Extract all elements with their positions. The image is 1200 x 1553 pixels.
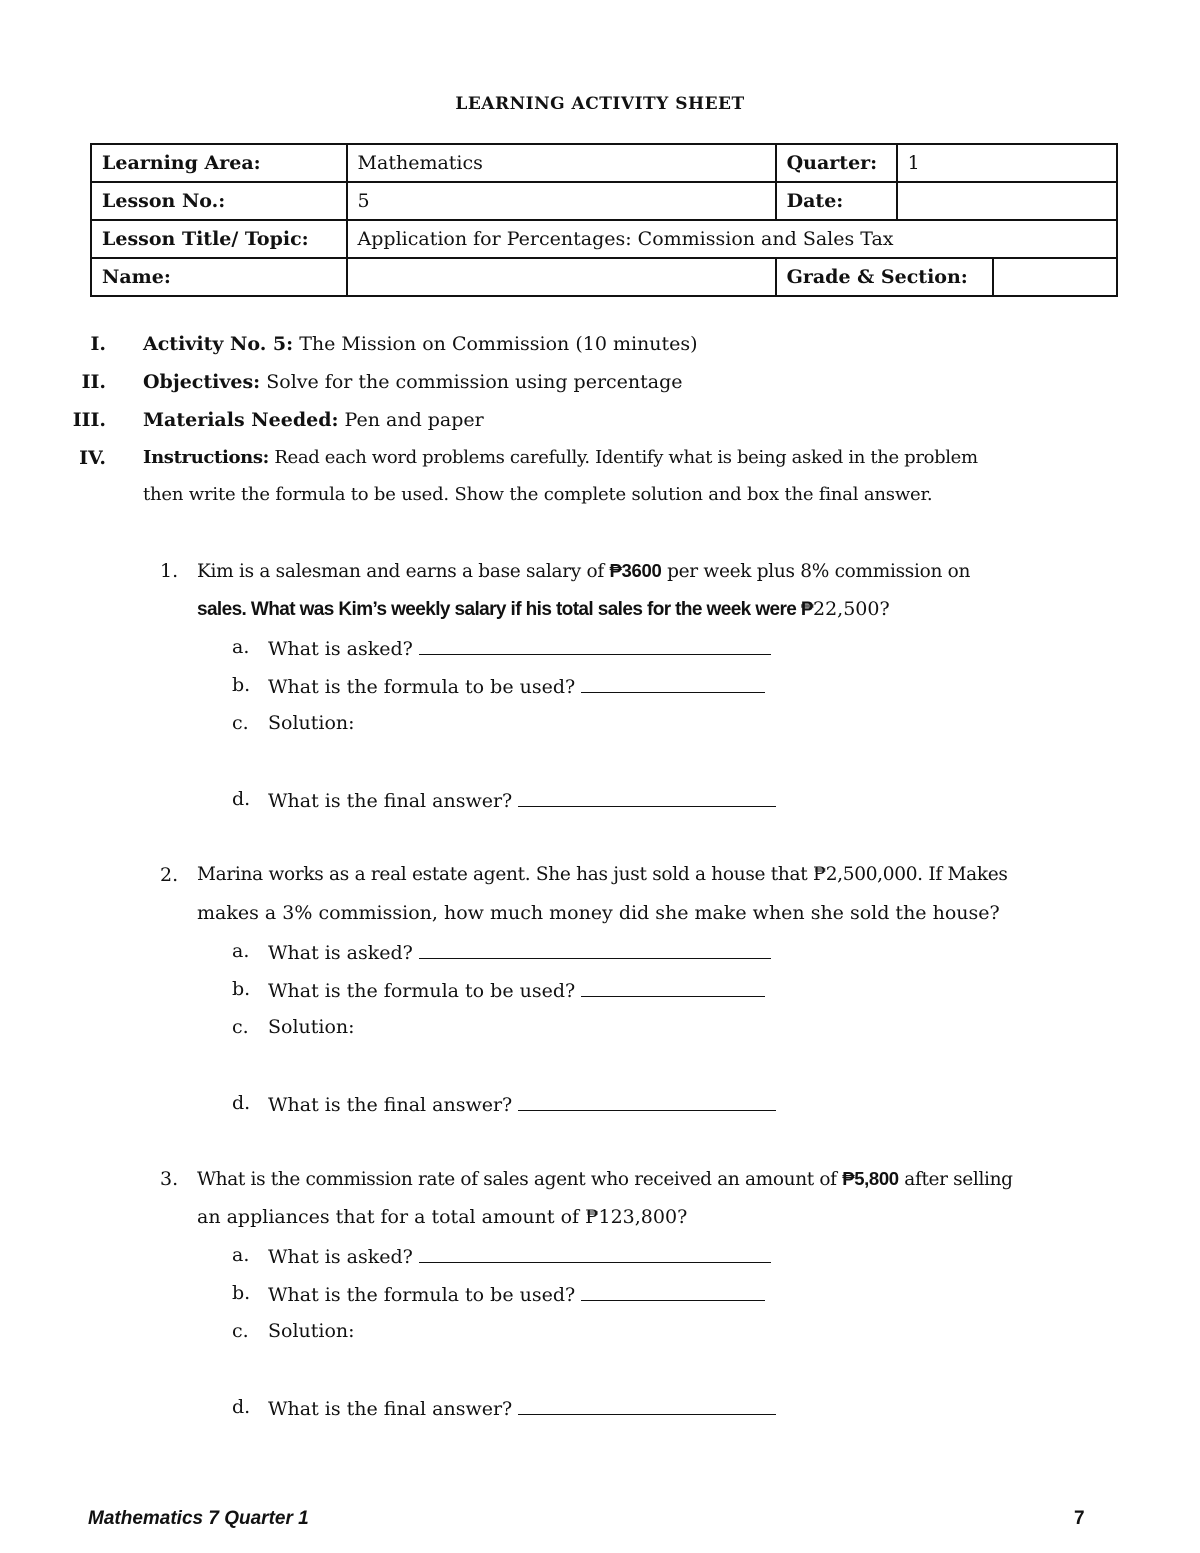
lesson-no-label: Lesson No.: [91, 182, 347, 220]
section-number: III. [72, 409, 106, 431]
question-number: 3. [160, 1168, 179, 1190]
section-text: The Mission on Commission (10 minutes) [299, 333, 698, 355]
learning-area-value: Mathematics [347, 144, 776, 182]
section-text: Solve for the commission using percentage [266, 371, 683, 393]
learning-area-label: Learning Area: [91, 144, 347, 182]
name-field[interactable] [347, 258, 776, 296]
question-2-line-2: makes a 3% commission, how much money did she make when she sold the house? [197, 902, 1000, 924]
section-label: Materials Needed: [143, 409, 339, 431]
table-row [91, 220, 1117, 258]
instructions-continued: then write the formula to be used. Show the complete solution and box the final answer. [143, 484, 933, 505]
quarter-label: Quarter: [776, 144, 897, 182]
section-text: Pen and paper [344, 409, 484, 431]
activity-sheet-page: LEARNING ACTIVITY SHEET Learning Area: Mathematics Quarter: 1 Lesson No.: 5 Date: Lesson Title/ Topic: Application for Percentages: Commission and Sales Tax Name: Grade & Section: I. Activity No. 5: The Mission on Commission (10 minutes) II. Objectives: Solve for the commission using percentage III. Materials Needed: Pen and paper IV. Instructions: Read each word problems carefully. Identify what is being asked in the problem then write the formula to be used. Show the complete solution and box the final answer. 1. Kim is a salesman and earns a base salary of ₱3600 per week plus 8% commission on sales. What was Kim’s weekly salary if his total sales for the week were ₱22,500? a. What is asked? b. What is the formula to be used? c. Solution: d. What is the final answer? 2. Marina works as a real estate agent. She has just sold a house that ₱2,500,000. If Makes makes a 3% commission, how much money did she make when she sold the house? a. What is asked? b. What is the formula to be used? c. Solution: d. What is the final answer? 3. What is the commission rate of sales agent who received an amount of ₱5,800 after selling an appliances that for a total amount of ₱123,800? a. What is asked? b. What is the formula to be used? c. Solution: d. What is the final answer? Mathematics 7 Quarter 1 7 [0, 0, 1200, 1553]
question-2-line-1: Marina works as a real estate agent. She has just sold a house that ₱2,500,000. If Makes [197, 864, 1008, 885]
lesson-title-value: Application for Percentages: Commission and Sales Tax [347, 220, 1117, 258]
answer-line[interactable] [419, 1244, 771, 1263]
answer-line[interactable] [419, 636, 771, 655]
answer-line[interactable] [581, 978, 765, 997]
grade-section-label: Grade & Section: [776, 258, 994, 296]
date-label: Date: [776, 182, 897, 220]
date-field[interactable] [897, 182, 1117, 220]
answer-line[interactable] [581, 674, 765, 693]
answer-line[interactable] [419, 940, 771, 959]
grade-section-field[interactable] [993, 258, 1117, 296]
answer-line[interactable] [581, 1282, 765, 1301]
section-number: I. [90, 333, 106, 355]
question-number: 2. [160, 864, 179, 886]
quarter-value: 1 [897, 144, 1117, 182]
table-row [91, 258, 1117, 296]
table-row [91, 182, 1117, 220]
answer-line[interactable] [518, 1396, 776, 1415]
section-label: Instructions: [143, 447, 269, 468]
section-number: II. [81, 371, 106, 393]
lesson-no-value: 5 [347, 182, 776, 220]
section-label: Activity No. 5: [143, 333, 294, 355]
question-3-line-2: an appliances that for a total amount of ₱123,800? [197, 1206, 688, 1228]
section-text: Read each word problems carefully. Identify what is being asked in the problem [274, 447, 978, 468]
answer-line[interactable] [518, 1092, 776, 1111]
question-1-line-2: sales. What was Kim’s weekly salary if his total sales for the week were ₱22,500? [197, 598, 890, 620]
section-label: Objectives: [143, 371, 261, 393]
table-row [91, 144, 1117, 182]
lesson-title-label: Lesson Title/ Topic: [91, 220, 347, 258]
footer-subject: Mathematics 7 Quarter 1 [88, 1508, 309, 1529]
question-1-line-1: Kim is a salesman and earns a base salary of ₱3600 per week plus 8% commission on [197, 560, 971, 582]
section-number: IV. [79, 447, 106, 469]
question-3-line-1: What is the commission rate of sales agent who received an amount of ₱5,800 after selling [197, 1168, 1013, 1190]
page-title: LEARNING ACTIVITY SHEET [455, 94, 745, 114]
name-label: Name: [91, 258, 347, 296]
question-number: 1. [160, 560, 179, 582]
answer-line[interactable] [518, 788, 776, 807]
page-number: 7 [1074, 1508, 1085, 1529]
info-table [90, 143, 1118, 297]
